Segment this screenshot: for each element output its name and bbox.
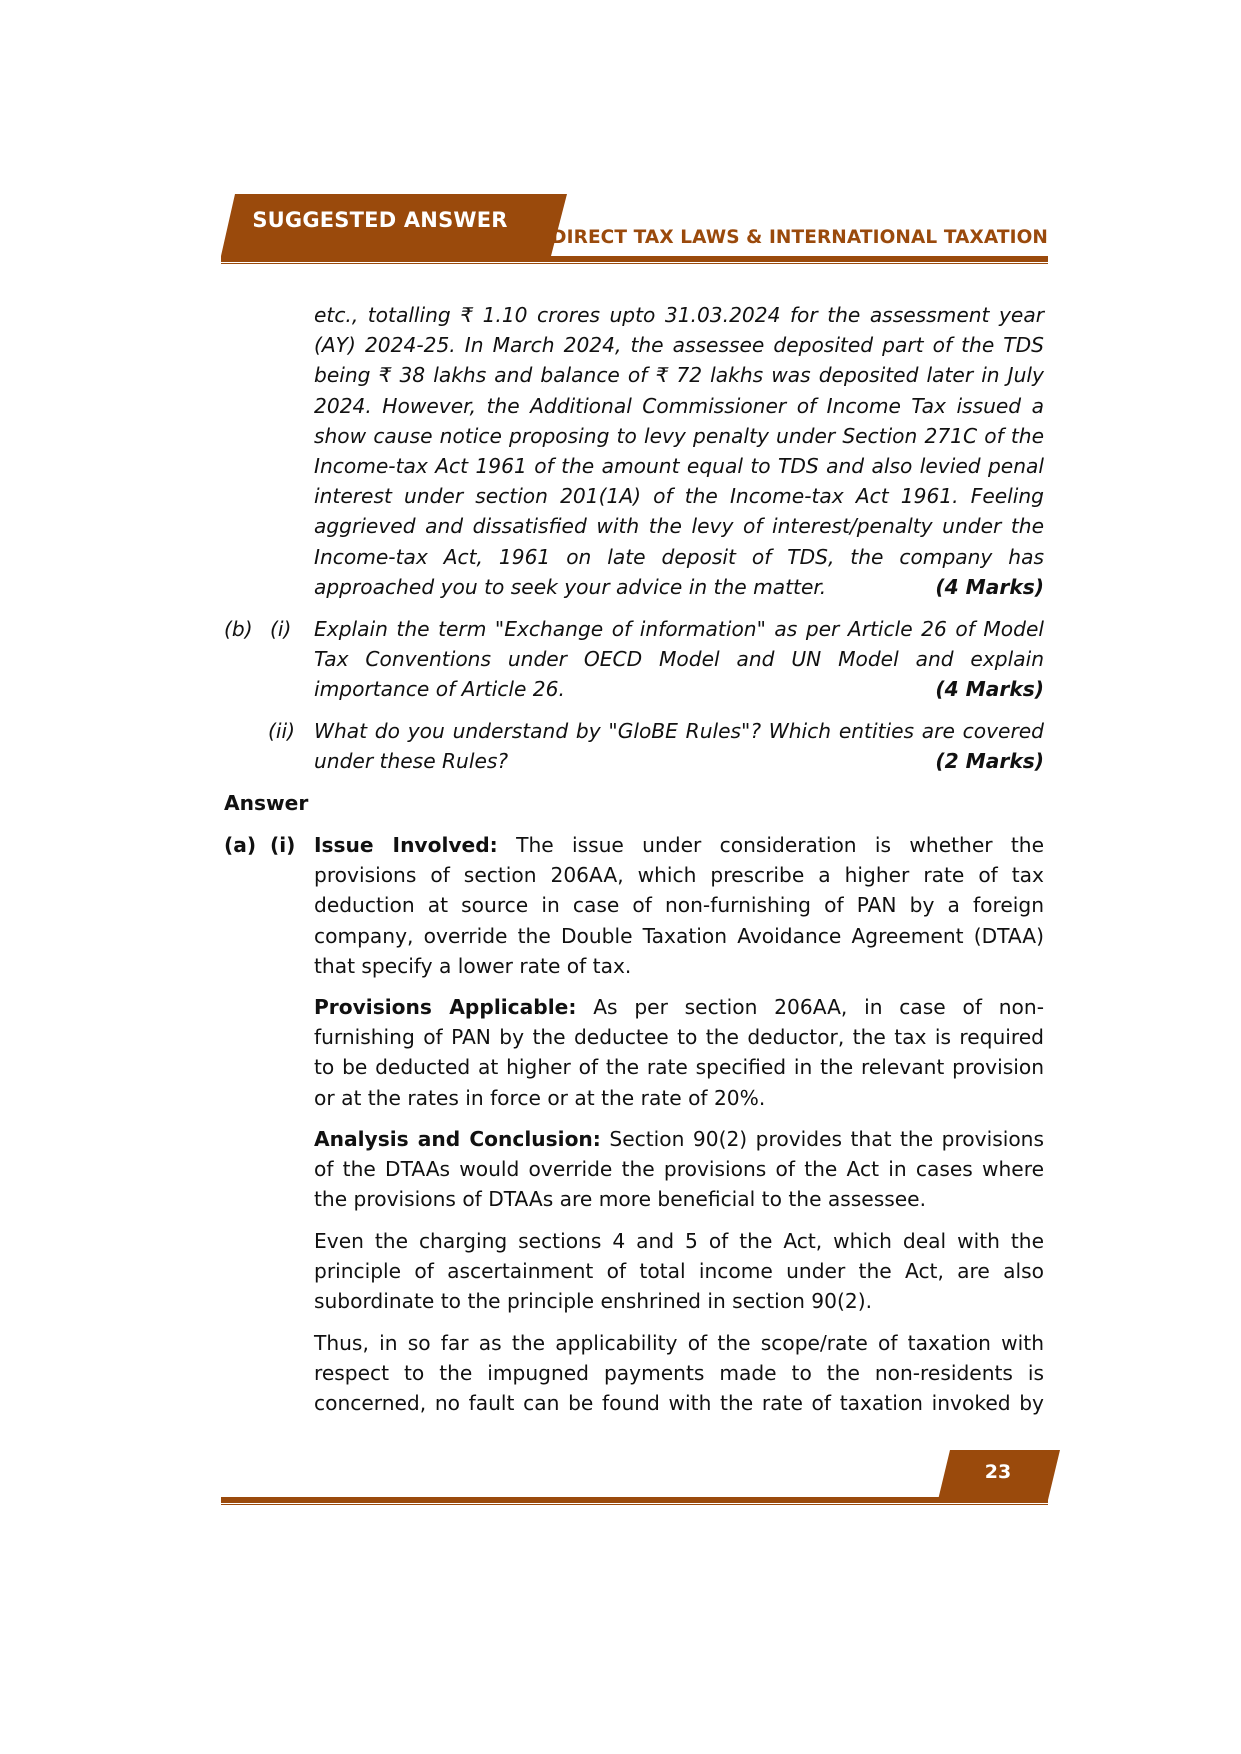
header-rule [221, 256, 1048, 262]
header-title: DIRECT TAX LAWS & INTERNATIONAL TAXATION [551, 227, 1048, 248]
provisions-text: As per section 206AA, in case of non-furnishing of PAN by the deductee to the deductor, the tax is required to be deducted at higher of the rate specified in the relevant provision or at the rates in force or at the rate of 20%. [314, 995, 1044, 1110]
question-continuation [314, 300, 1044, 602]
issue-heading: Issue Involved: [314, 833, 498, 857]
question-continuation-text: etc., totalling ₹ 1.10 crores upto 31.03.2024 for the assessment year (AY) 2024-25. In March 2024, the assessee deposited part of the TDS being ₹ 38 lakhs and balance of ₹ 72 lakhs was deposited later in July 2024. However, the Additional Commissioner of Income Tax issued a show cause notice proposing to levy penalty under Section 271C of the Income-tax Act 1961 of the amount equal to TDS and also levied penal interest under section 201(1A) of the Income-tax Act 1961. Feeling aggrieved and dissatisfied with the levy of interest/penalty under the Income-tax Act, 1961 on late deposit of TDS, the company has approached you to seek your advice in the matter. [314, 303, 1044, 599]
issue-paragraph [314, 830, 1044, 981]
answer-a-i-label: (i) [270, 833, 296, 857]
analysis-text: Section 90(2) provides that the provisions of the DTAAs would override the provisions of the Act in cases where the provisions of DTAAs are more beneficial to the assessee. [314, 1127, 1044, 1212]
question-b-i [314, 614, 1044, 705]
provisions-paragraph [314, 992, 1044, 1113]
footer-rule [221, 1497, 1048, 1503]
provisions-heading: Provisions Applicable: [314, 995, 577, 1019]
answer-heading: Answer [224, 791, 309, 815]
question-b-ii-label: (ii) [268, 719, 295, 743]
question-b-ii-text: What do you understand by "GloBE Rules"? Which entities are covered under these Rules? [314, 719, 1044, 774]
question-continuation-marks: (4 Marks) [935, 574, 1044, 599]
analysis-heading: Analysis and Conclusion: [314, 1127, 601, 1151]
charging-paragraph: Even the charging sections 4 and 5 of the Act, which deal with the principle of ascertainment of total income under the Act, are also subordinate to the principle enshrined in section 90(2). [314, 1229, 1044, 1314]
question-b-ii-marks: (2 Marks) [935, 749, 1044, 774]
question-b-i-label: (i) [270, 617, 292, 641]
footer-rule-thin [221, 1504, 1048, 1505]
header-tab-label: SUGGESTED ANSWER [252, 208, 508, 232]
issue-text: The issue under consideration is whether the provisions of section 206AA, which prescribe a higher rate of tax deduction at source in case of non-furnishing of PAN by a foreign company, override the Double Taxation Avoidance Agreement (DTAA) that specify a lower rate of tax. [314, 833, 1045, 978]
question-b-i-marks: (4 Marks) [935, 677, 1044, 702]
question-b-ii [314, 716, 1044, 776]
answer-a-label: (a) [224, 833, 257, 857]
page-number: 23 [984, 1461, 1012, 1483]
thus-paragraph: Thus, in so far as the applicability of the scope/rate of taxation with respect to the impugned payments made to the non-residents is concerned, no fault can be found with the rate of taxation invoked by [314, 1331, 1044, 1416]
question-b-label: (b) [224, 617, 253, 641]
analysis-paragraph [314, 1124, 1044, 1215]
question-b-i-text: Explain the term "Exchange of information" as per Article 26 of Model Tax Conventions under OECD Model and UN Model and explain importance of Article 26. [314, 617, 1044, 702]
header-rule-thin [221, 263, 1048, 264]
